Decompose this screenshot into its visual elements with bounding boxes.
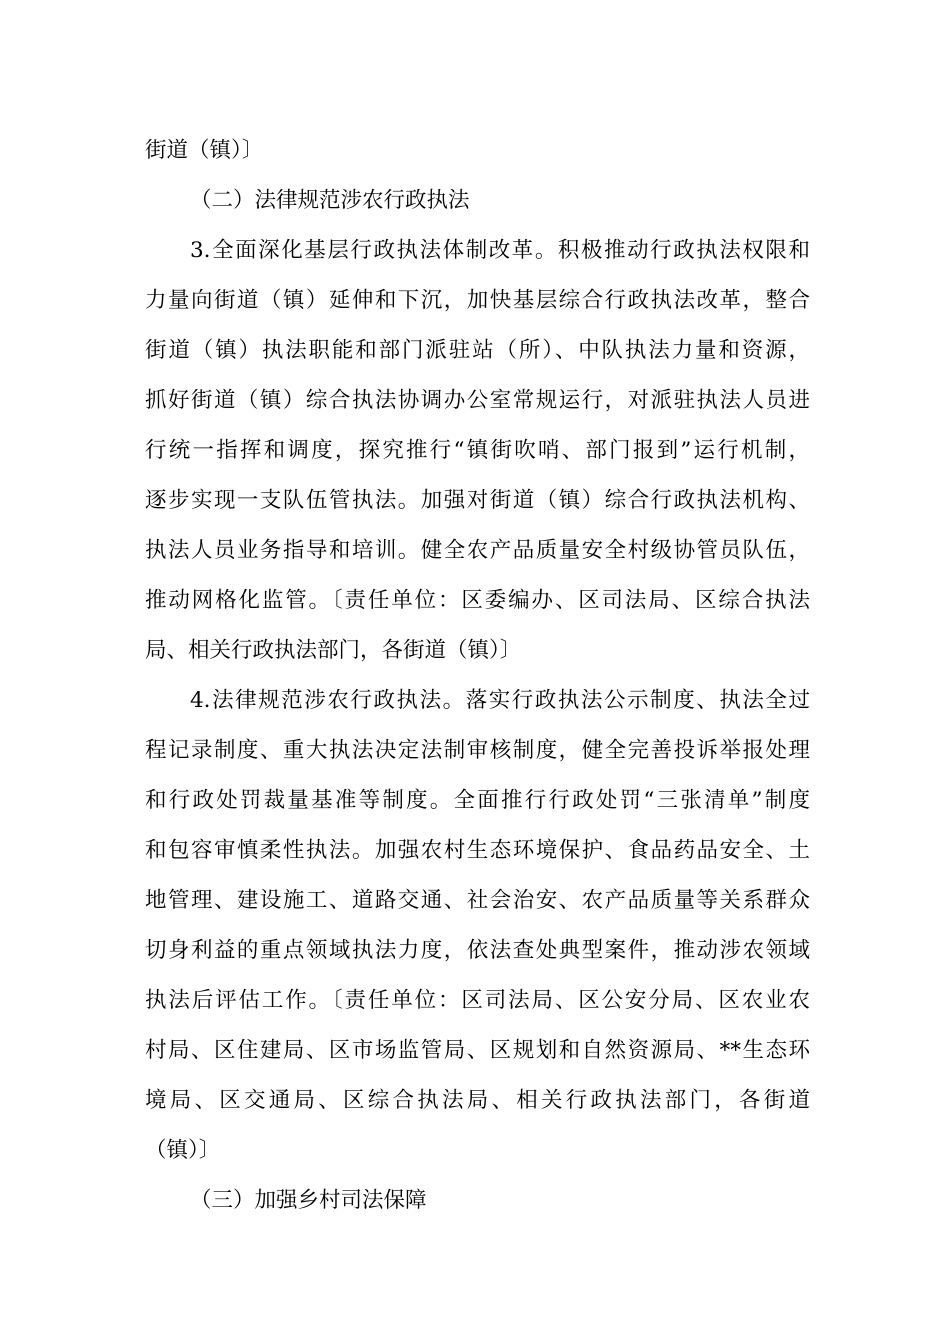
paragraph-line: 执法后评估工作。〔责任单位：区司法局、区公安分局、区农业农 bbox=[145, 988, 810, 1013]
section-heading: （二）法律规范涉农行政执法 bbox=[190, 188, 470, 213]
paragraph-line: 程记录制度、重大执法决定法制审核制度，健全完善投诉举报处理 bbox=[145, 738, 810, 763]
paragraph-line: 切身利益的重点领域执法力度，依法查处典型案件，推动涉农领域 bbox=[145, 938, 810, 963]
paragraph-line: 行统一指挥和调度，探究推行“镇街吹哨、部门报到”运行机制， bbox=[145, 438, 810, 463]
paragraph-line: 街道（镇）执法职能和部门派驻站（所）、中队执法力量和资源， bbox=[145, 338, 810, 363]
paragraph-line: 力量向街道（镇）延伸和下沉，加快基层综合行政执法改革，整合 bbox=[145, 288, 810, 313]
paragraph-line: 抓好街道（镇）综合执法协调办公室常规运行，对派驻执法人员进 bbox=[145, 388, 810, 413]
paragraph-line: 村局、区住建局、区市场监管局、区规划和自然资源局、**生态环 bbox=[145, 1038, 810, 1063]
section-heading: （三）加强乡村司法保障 bbox=[190, 1188, 427, 1213]
paragraph-line: 境局、区交通局、区综合执法局、相关行政执法部门，各街道 bbox=[145, 1088, 810, 1113]
paragraph-line: 逐步实现一支队伍管执法。加强对街道（镇）综合行政执法机构、 bbox=[145, 488, 810, 513]
paragraph-line: （镇）〕 bbox=[145, 1138, 221, 1163]
paragraph-line: 4.法律规范涉农行政执法。落实行政执法公示制度、执法全过 bbox=[190, 688, 810, 713]
paragraph-line: 和包容审慎柔性执法。加强农村生态环境保护、食品药品安全、土 bbox=[145, 838, 810, 863]
paragraph-line: 推动网格化监管。〔责任单位：区委编办、区司法局、区综合执法 bbox=[145, 588, 810, 613]
paragraph-line: 局、相关行政执法部门，各街道（镇）〕 bbox=[145, 638, 522, 663]
paragraph-line: 执法人员业务指导和培训。健全农产品质量安全村级协管员队伍， bbox=[145, 538, 810, 563]
paragraph-line: 3.全面深化基层行政执法体制改革。积极推动行政执法权限和 bbox=[190, 238, 810, 263]
paragraph-line: 地管理、建设施工、道路交通、社会治安、农产品质量等关系群众 bbox=[145, 888, 810, 913]
text-line: 街道（镇）〕 bbox=[145, 138, 264, 163]
paragraph-line: 和行政处罚裁量基准等制度。全面推行行政处罚“三张清单”制度 bbox=[145, 788, 810, 813]
